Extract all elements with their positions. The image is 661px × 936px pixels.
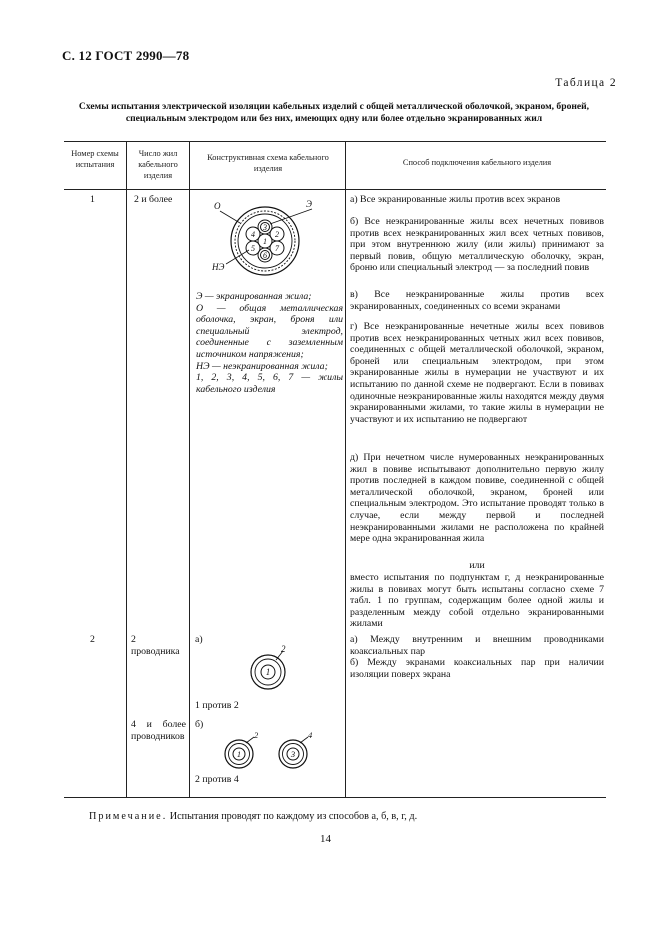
row1-method-d: д) При нечетном числе нумерованных неэкранированных жил в повиве испытывают дополнительно первую жилу против последней в каждом повиве, соединенной с общей металлической оболочкой, экраном, броней или специальным электродом. Это испытание проводят только в случае, если между первой и последней неэкранированными жилами не расположена по крайней мере одна экранированная жила	[350, 452, 604, 545]
row1-method-g: г) Все неэкранированные нечетные жилы всех повивов против всех неэкранированных четных жил всех повивов, соединенных с общей металлической оболочкой, экраном, броней или специальным электродом, при этом экранированные жилы в нумерации не участвуют и их испытанию по данной схеме не подвергают. Если в повивах одиночные неэкранированные жилы находятся между двумя экранированными жилами, то такие жилы в нумерации не участвуют и их испытанию не подвергают	[350, 321, 604, 425]
core-label-1: 1	[263, 237, 267, 246]
row2-method-b: б) Между экранами коаксиальных пар при наличии изоляции поверх экрана	[350, 657, 604, 680]
diagram-b-caption: 2 против 4	[195, 774, 239, 785]
row1-method-or: или	[469, 560, 485, 571]
coax-b-label-3: 3	[290, 749, 296, 759]
row1-number: 1	[90, 194, 95, 205]
row2-number: 2	[90, 634, 95, 645]
core-label-7: 7	[275, 244, 279, 253]
diagram-legend	[196, 291, 343, 395]
table-label: Таблица 2	[555, 77, 617, 89]
note-text: Испытания проводят по каждому из способов а, б, в, г, д.	[169, 811, 418, 822]
row1-method-alt: вместо испытания по подпунктам г, д неэкранированные жилы в повивах могут быть испытаны согласно схеме 7 табл. 1 по группам, содержащим более одной жилы и разделенным между собой отдельно экранированными жилами	[350, 572, 604, 630]
row2-cores-b: 4 и более проводников	[131, 719, 186, 742]
legend-line-cores: 1, 2, 3, 4, 5, 6, 7 — жилы кабельного изделия	[196, 372, 343, 395]
coax-b-label-1: 1	[236, 749, 242, 759]
coax-a-label-2: 2	[281, 644, 286, 654]
table-note	[89, 811, 417, 822]
row2-cores-a: 2 проводника	[131, 634, 180, 657]
column-divider-1	[126, 141, 127, 797]
coax-pair-diagram-a	[245, 642, 295, 692]
row1-cores: 2 и более	[134, 194, 173, 205]
column-divider-3	[345, 141, 346, 797]
page-number: 14	[320, 833, 331, 845]
legend-line-o: О — общая металлическая оболочка, экран, броня или специальный электрод, соединенные с заземленным источником напряжения;	[196, 302, 343, 360]
label-o: О	[214, 201, 221, 211]
core-label-5: 5	[251, 244, 255, 253]
diagram-a-caption: 1 против 2	[195, 700, 239, 711]
row1-method-a: а) Все экранированные жилы против всех экранов	[350, 194, 561, 205]
diagram-b-label: б)	[195, 719, 204, 730]
page-header: С. 12 ГОСТ 2990—78	[62, 48, 190, 63]
coax-b-label-4: 4	[308, 730, 313, 740]
diagram-a-label: а)	[195, 634, 203, 645]
legend-line-ne: НЭ — неэкранированная жила;	[196, 360, 328, 372]
core-label-6: 6	[263, 251, 267, 260]
table-caption: Схемы испытания электрической изоляции кабельных изделий с общей металлической оболочкой, экраном, броней, специальным электродом или без них, имеющих одну или более отдельно экранированных жил	[78, 101, 590, 124]
row1-method-b: б) Все неэкранированные жилы всех нечетных повивов против всех неэкранированных жил всех четных повивов, при этом внутреннюю жилу (или жилы) принимают за первый повив, общую металлическую оболочку, экран, броню или специальный электрод — за последний повив	[350, 216, 604, 274]
coax-b-label-2: 2	[254, 730, 259, 740]
legend-line-e: Э — экранированная жила;	[196, 291, 312, 302]
column-header-cores: Число жил кабельного изделия	[138, 149, 178, 180]
row1-method-v: в) Все неэкранированные жилы против всех экранированных, соединенных со всеми экранами	[350, 289, 604, 312]
coax-pairs-diagram-b	[215, 730, 325, 772]
table-header-rule	[64, 189, 606, 190]
core-label-3: 3	[263, 223, 267, 232]
coax-a-label-1: 1	[265, 667, 271, 677]
column-header-scheme: Конструктивная схема кабельного изделия	[207, 153, 329, 173]
core-label-2: 2	[275, 230, 279, 239]
core-label-4: 4	[251, 230, 255, 239]
row2-method-a: а) Между внутренним и внешним проводниками коаксиальных пар	[350, 634, 604, 657]
label-e: Э	[306, 199, 312, 209]
label-ne: НЭ	[212, 262, 225, 272]
table-top-rule	[64, 141, 606, 142]
column-header-method: Способ подключения кабельного изделия	[402, 158, 552, 167]
note-label: Примечание.	[89, 811, 168, 822]
table-bottom-rule	[64, 797, 606, 798]
cable-cross-section-diagram	[200, 195, 330, 280]
column-divider-2	[189, 141, 190, 797]
column-header-number: Номер схемы испытания	[71, 149, 119, 169]
